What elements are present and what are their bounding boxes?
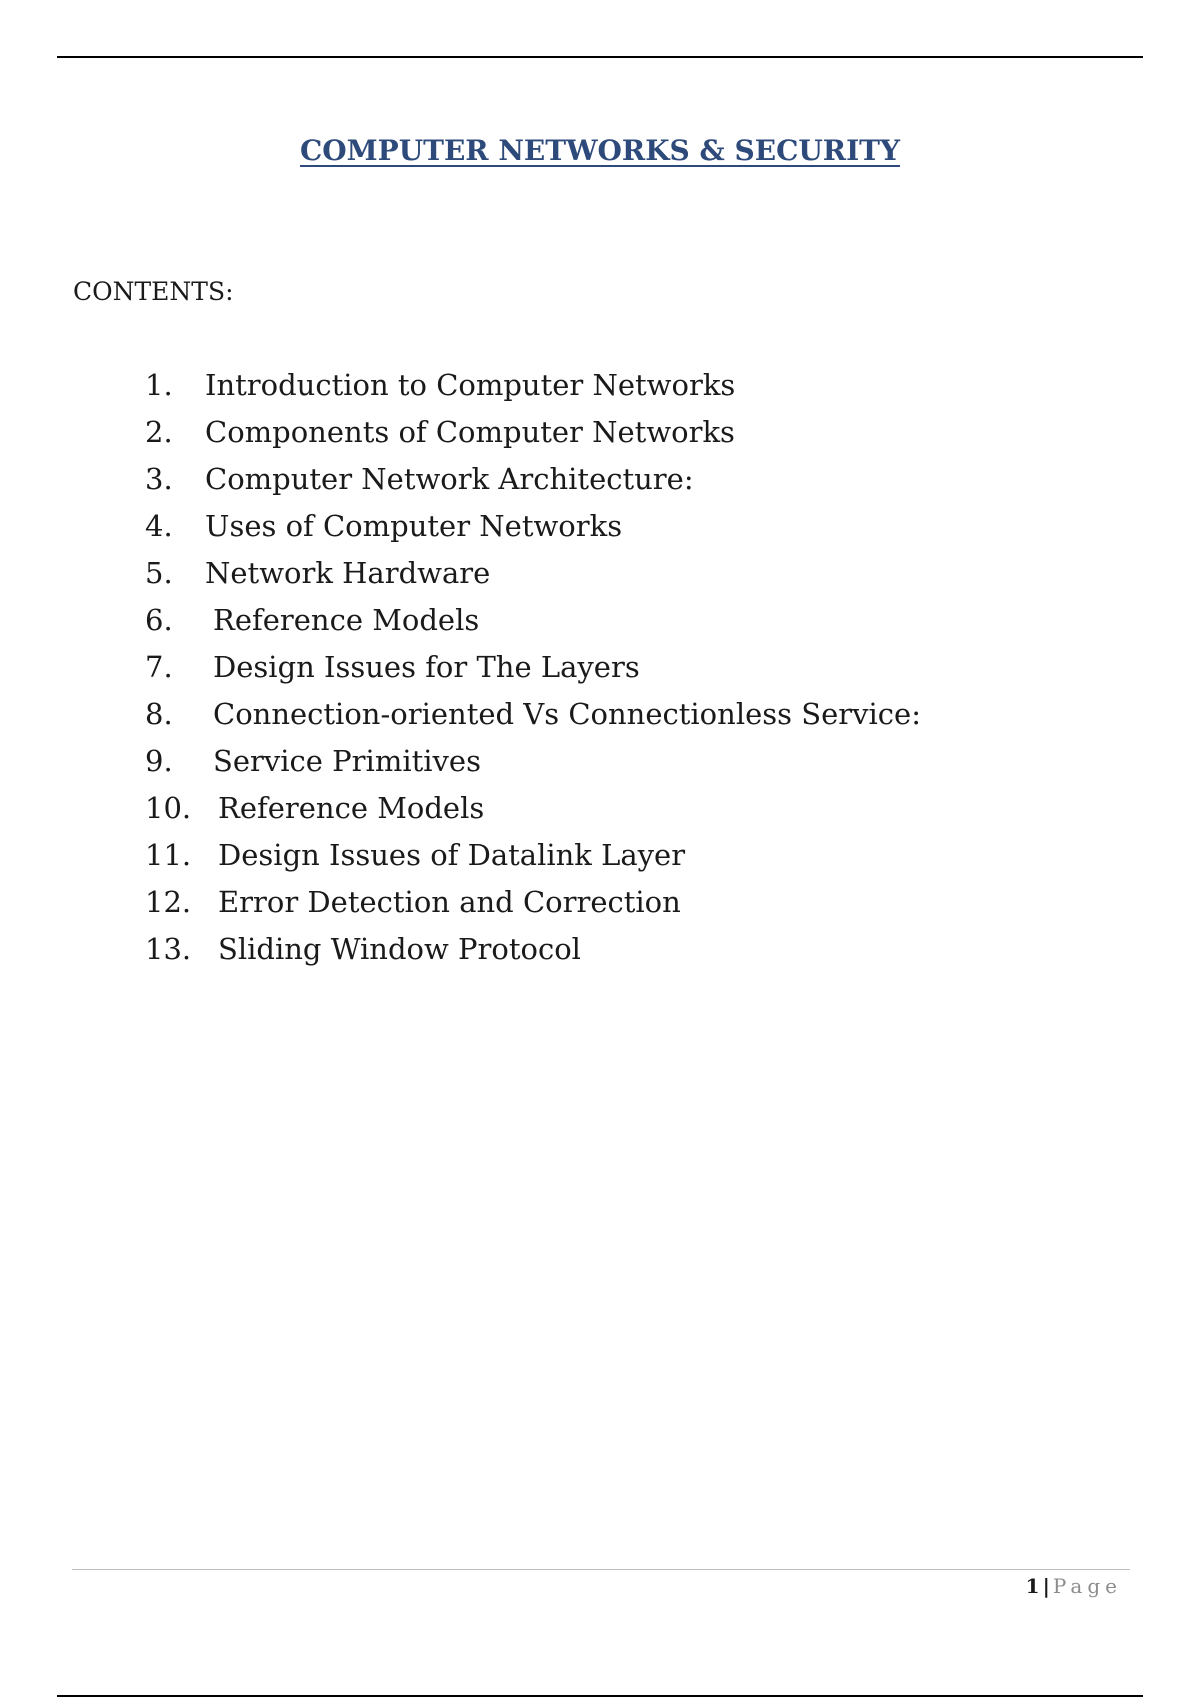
toc-item [145, 926, 921, 973]
toc-item [145, 550, 921, 597]
toc-item [145, 832, 921, 879]
toc-item [145, 409, 921, 456]
footer-separator: | [1042, 1574, 1050, 1598]
toc-item-number: 7. [145, 650, 173, 684]
toc-item-label: Error Detection and Correction [218, 885, 681, 919]
toc-item-label: Design Issues of Datalink Layer [218, 838, 686, 872]
toc-item-label: Computer Network Architecture: [205, 462, 694, 496]
page-number: 1 [1025, 1574, 1040, 1598]
toc-item-number: 4. [145, 509, 173, 543]
table-of-contents [145, 362, 921, 973]
toc-item-number: 11. [145, 838, 192, 872]
document-title [0, 134, 1200, 167]
toc-item [145, 456, 921, 503]
page-footer [1026, 1572, 1122, 1600]
toc-item-label: Components of Computer Networks [205, 415, 735, 449]
toc-item [145, 738, 921, 785]
toc-item [145, 785, 921, 832]
bottom-page-border [57, 1695, 1143, 1697]
toc-item-number: 13. [145, 932, 192, 966]
toc-item-number: 9. [145, 744, 173, 778]
toc-item-number: 1. [145, 368, 173, 402]
toc-item [145, 362, 921, 409]
toc-item [145, 503, 921, 550]
contents-heading: CONTENTS: [73, 277, 234, 306]
toc-item-label: Service Primitives [213, 744, 481, 778]
toc-item-label: Uses of Computer Networks [205, 509, 623, 543]
document-title-text: COMPUTER NETWORKS & SECURITY [299, 134, 900, 167]
toc-item-label: Reference Models [213, 603, 480, 637]
toc-item-number: 2. [145, 415, 173, 449]
toc-item-label: Introduction to Computer Networks [205, 368, 736, 402]
top-page-border [57, 56, 1143, 58]
toc-item-label: Connection-oriented Vs Connectionless Service: [213, 697, 921, 731]
toc-item [145, 691, 921, 738]
footer-divider [72, 1569, 1130, 1570]
toc-item-number: 12. [145, 885, 192, 919]
toc-item [145, 644, 921, 691]
toc-item [145, 879, 921, 926]
toc-item-number: 8. [145, 697, 173, 731]
toc-item-label: Sliding Window Protocol [218, 932, 581, 966]
toc-item-label: Design Issues for The Layers [213, 650, 640, 684]
toc-item-number: 6. [145, 603, 173, 637]
toc-item-number: 5. [145, 556, 173, 590]
toc-item-number: 10. [145, 791, 192, 825]
toc-item-label: Reference Models [218, 791, 485, 825]
toc-item [145, 597, 921, 644]
page-label: Page [1052, 1574, 1122, 1598]
toc-item-label: Network Hardware [205, 556, 491, 590]
toc-item-number: 3. [145, 462, 173, 496]
